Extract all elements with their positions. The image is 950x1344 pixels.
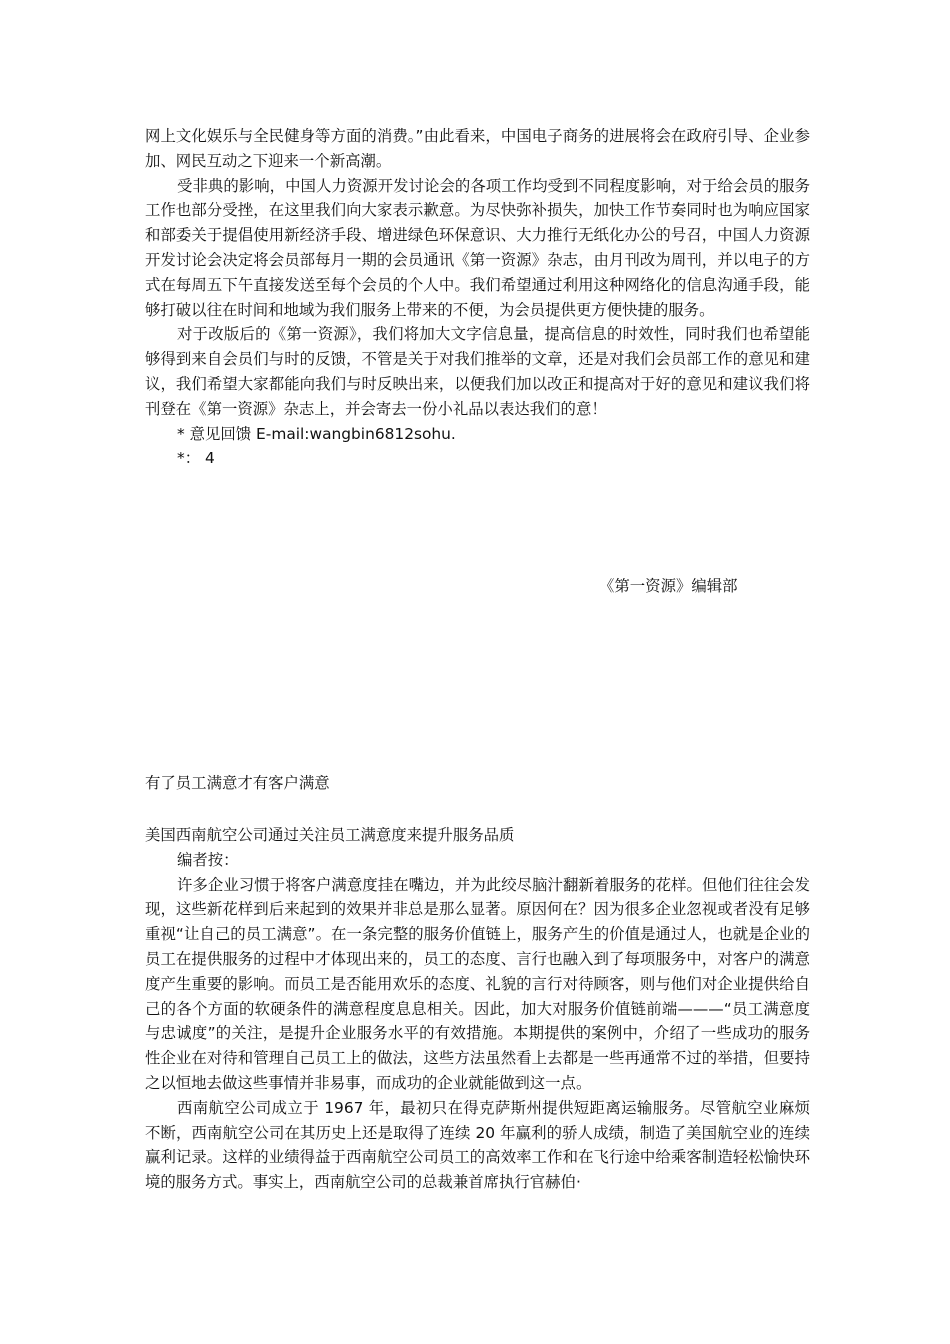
- editor-note-label: 编者按：: [177, 850, 239, 869]
- paragraph-sars-impact: 受非典的影响，中国人力资源开发讨论会的各项工作均受到不同程度影响，对于给会员的服务工作也部分受挫，在这里我们向大家表示歉意。为尽快弥补损失，加快工作节奏同时也为响应国家和部委关于提倡使用新经济手段、增进绿色环保意识、大力推行无纸化办公的号召，中国人力资源开发讨论会决定将会员部每月一期的会员通讯《第一资源》杂志，由月刊改为周刊，并以电子的方式在每周五下午直接发送至每个会员的个人中。我们希望通过利用这种网络化的信息沟通手段，能够打破以往在时间和地域为我们服务上带来的不便，为会员提供更方便快捷的服务。: [145, 176, 810, 319]
- top-text-block: [145, 124, 810, 471]
- paragraph-feedback-request: 对于改版后的《第一资源》，我们将加大文字信息量，提高信息的时效性，同时我们也希望能够得到来自会员们与时的反馈，不管是关于对我们推举的文章，还是对我们会员部工作的意见和建议，我们希望大家都能向我们与时反映出来，以便我们加以改正和提高对于好的意见和建议我们将刊登在《第一资源》杂志上，并会寄去一份小礼品以表达我们的意！: [145, 325, 810, 418]
- paragraph-southwest-airlines: 西南航空公司成立于 1967 年，最初只在得克萨斯州提供短距离运输服务。尽管航空业麻烦不断，西南航空公司在其历史上还是取得了连续 20 年赢利的骄人成绩，制造了美国航空业的连续赢利记录。这样的业绩得益于西南航空公司员工的高效率工作和在飞行途中给乘客制造轻松愉快环境的服务方式。事实上，西南航空公司的总裁兼首席执行官赫伯·: [145, 1098, 810, 1192]
- feedback-email-line: * 意见回馈 E-mail:wangbin6812sohu.: [177, 424, 456, 443]
- paragraph-ecommerce: 网上文化娱乐与全民健身等方面的消费。”由此看来，中国电子商务的进展将会在政府引导、企业参加、网民互动之下迎来一个新高潮。: [145, 127, 810, 170]
- paragraph-employee-satisfaction: 许多企业习惯于将客户满意度挂在嘴边，并为此绞尽脑汁翻新着服务的花样。但他们往往会发现，这些新花样到后来起到的效果并非总是那么显著。原因何在？因为很多企业忽视或者没有足够重视“让自己的员工满意”。在一条完整的服务价值链上，服务产生的价值是通过人，也就是企业的员工在提供服务的过程中才体现出来的，员工的态度、言行也融入到了每项服务中，对客户的满意度产生重要的影响。而员工是否能用欢乐的态度、礼貌的言行对待顾客，则与他们对企业提供给自己的各个方面的软硬条件的满意程度息息相关。因此，加大对服务价值链前端———“员工满意度与忠诚度”的关注，是提升企业服务水平的有效措施。本期提供的案例中，介绍了一些成功的服务性企业在对待和管理自己员工上的做法，这些方法虽然看上去都是一些再通常不过的举措，但要持之以恒地去做这些事情并非易事，而成功的企业就能做到这一点。: [145, 875, 810, 1092]
- article-title: 有了员工满意才有客户满意: [145, 774, 330, 792]
- star-line: *： 4: [177, 449, 215, 468]
- editorial-signature: 《第一资源》编辑部: [599, 577, 738, 595]
- article-subtitle: 美国西南航空公司通过关注员工满意度来提升服务品质: [145, 826, 515, 844]
- article-body: [145, 823, 810, 1195]
